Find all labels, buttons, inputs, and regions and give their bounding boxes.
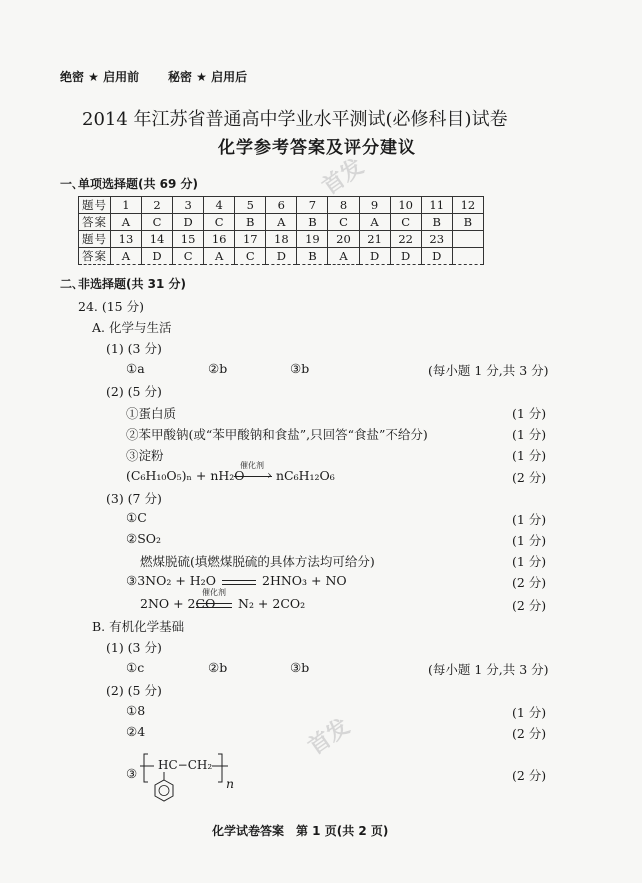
a3-score-4: (2 分): [512, 575, 547, 590]
section1-heading: 一､单项选择题(共 69 分): [60, 177, 199, 191]
b1-label: (1) (3 分): [106, 640, 162, 655]
cell: 3: [173, 197, 204, 214]
cell: 5: [235, 197, 266, 214]
cell: 17: [235, 231, 266, 248]
a3-equation1-left: ③3NO₂ + H₂O: [126, 573, 216, 588]
page-title: 2014 年江苏省普通高中学业水平测试(必修科目)试卷: [82, 109, 508, 130]
cell: C: [390, 214, 421, 231]
a2-score-1: (1 分): [512, 406, 547, 421]
b1-score: (每小题 1 分,共 3 分): [428, 662, 549, 677]
a3-score-5: (2 分): [512, 598, 547, 613]
a2-score-3: (1 分): [512, 448, 547, 463]
cell: 20: [328, 231, 359, 248]
a1-score: (每小题 1 分,共 3 分): [428, 363, 549, 378]
cell: 23: [421, 231, 452, 248]
a3-equation2-right: N₂ + 2CO₂: [238, 596, 306, 611]
answer-table: [78, 196, 484, 265]
cell: C: [204, 214, 235, 231]
equals-sign: [222, 580, 256, 585]
b2-score-1: (1 分): [512, 705, 547, 720]
cell: C: [235, 248, 266, 265]
cell: C: [141, 214, 172, 231]
cell: D: [359, 248, 390, 265]
cell: B: [297, 214, 328, 231]
cell: 2: [141, 197, 172, 214]
cell: 9: [359, 197, 390, 214]
a3-label: (3) (7 分): [106, 491, 162, 506]
a1-answer-3: ③b: [290, 361, 310, 376]
b2-label: (2) (5 分): [106, 683, 162, 698]
b1-answer-3: ③b: [290, 660, 310, 675]
cell: D: [421, 248, 452, 265]
equals-sign: [196, 603, 232, 608]
a2-item-1: ①蛋白质: [126, 406, 177, 421]
b1-answer-1: ①c: [126, 660, 145, 675]
catalyst-label: 催化剂: [240, 461, 264, 470]
cell: B: [235, 214, 266, 231]
cell: A: [359, 214, 390, 231]
a3-equation2-left: 2NO + 2CO: [140, 596, 216, 611]
a1-answer-2: ②b: [208, 361, 228, 376]
question-24: 24. (15 分): [78, 299, 144, 314]
cell: 13: [110, 231, 141, 248]
arrow-head: ›: [267, 468, 272, 482]
catalyst-label: 催化剂: [202, 588, 226, 597]
cell: D: [141, 248, 172, 265]
b2-item-1: ①8: [126, 703, 146, 718]
cell: A: [266, 214, 297, 231]
cell: 16: [204, 231, 235, 248]
page-subtitle: 化学参考答案及评分建议: [218, 138, 416, 158]
a2-score-2: (1 分): [512, 427, 547, 442]
a2-label: (2) (5 分): [106, 384, 162, 399]
b1-answer-2: ②b: [208, 660, 228, 675]
a2-item-3: ③淀粉: [126, 448, 164, 463]
b2-item-3: ③: [126, 766, 138, 781]
cell: 12: [452, 197, 483, 214]
part-a-title: A. 化学与生活: [92, 320, 172, 335]
cell: C: [328, 214, 359, 231]
a3-score-1: (1 分): [512, 512, 547, 527]
a1-answer-1: ①a: [126, 361, 145, 376]
a3-equation1-right: 2HNO₃ + NO: [262, 573, 347, 588]
a3-item-3: 燃煤脱硫(填燃煤脱硫的具体方法均可给分): [140, 554, 375, 569]
cell: 15: [173, 231, 204, 248]
watermark: 首发: [303, 714, 355, 761]
cell: D: [173, 214, 204, 231]
cell: 10: [390, 197, 421, 214]
table-row: [79, 231, 484, 248]
part-b-title: B. 有机化学基础: [92, 619, 185, 634]
row-label: 题号: [79, 197, 111, 214]
a1-label: (1) (3 分): [106, 341, 162, 356]
cell: A: [110, 214, 141, 231]
a2-item-2: ②苯甲酸钠(或“苯甲酸钠和食盐”,只回答“食盐”不给分): [126, 427, 428, 442]
b2-score-3: (2 分): [512, 768, 547, 783]
row-label: 题号: [79, 231, 111, 248]
cell: 14: [141, 231, 172, 248]
cell: A: [328, 248, 359, 265]
cell: A: [204, 248, 235, 265]
row-label: 答案: [79, 248, 111, 265]
polymer-degree: n: [226, 776, 235, 791]
polymer-repeat-unit: HC−CH₂: [158, 758, 213, 772]
cell: 8: [328, 197, 359, 214]
page-footer: 化学试卷答案 第 1 页(共 2 页): [212, 824, 389, 838]
a3-item-2: ②SO₂: [126, 531, 162, 546]
cell: 18: [266, 231, 297, 248]
a2-score-4: (2 分): [512, 470, 547, 485]
watermark: 首发: [317, 154, 369, 201]
b2-score-2: (2 分): [512, 726, 547, 741]
cell: 21: [359, 231, 390, 248]
cell: 19: [297, 231, 328, 248]
cell: [452, 248, 483, 265]
cell: A: [110, 248, 141, 265]
polystyrene-structure-icon: [140, 748, 240, 808]
secret-after-label: 秘密 ★ 启用后: [168, 70, 248, 84]
cell: 11: [421, 197, 452, 214]
cell: 7: [297, 197, 328, 214]
cell: B: [452, 214, 483, 231]
a3-item-1: ①C: [126, 510, 147, 525]
cell: [452, 231, 483, 248]
table-row: [79, 248, 484, 265]
cell: B: [421, 214, 452, 231]
a3-score-2: (1 分): [512, 533, 547, 548]
cell: 4: [204, 197, 235, 214]
row-label: 答案: [79, 214, 111, 231]
table-row: [79, 197, 484, 214]
section2-heading: 二､非选择题(共 31 分): [60, 277, 187, 291]
secret-before-label: 绝密 ★ 启用前: [60, 70, 140, 84]
cell: 22: [390, 231, 421, 248]
a2-equation-right: nC₆H₁₂O₆: [276, 468, 335, 483]
cell: B: [297, 248, 328, 265]
cell: D: [266, 248, 297, 265]
a3-score-3: (1 分): [512, 554, 547, 569]
cell: D: [390, 248, 421, 265]
cell: 6: [266, 197, 297, 214]
cell: C: [173, 248, 204, 265]
a2-equation-left: (C₆H₁₀O₅)ₙ + nH₂O: [126, 468, 245, 483]
cell: 1: [110, 197, 141, 214]
table-row: [79, 214, 484, 231]
b2-item-2: ②4: [126, 724, 146, 739]
